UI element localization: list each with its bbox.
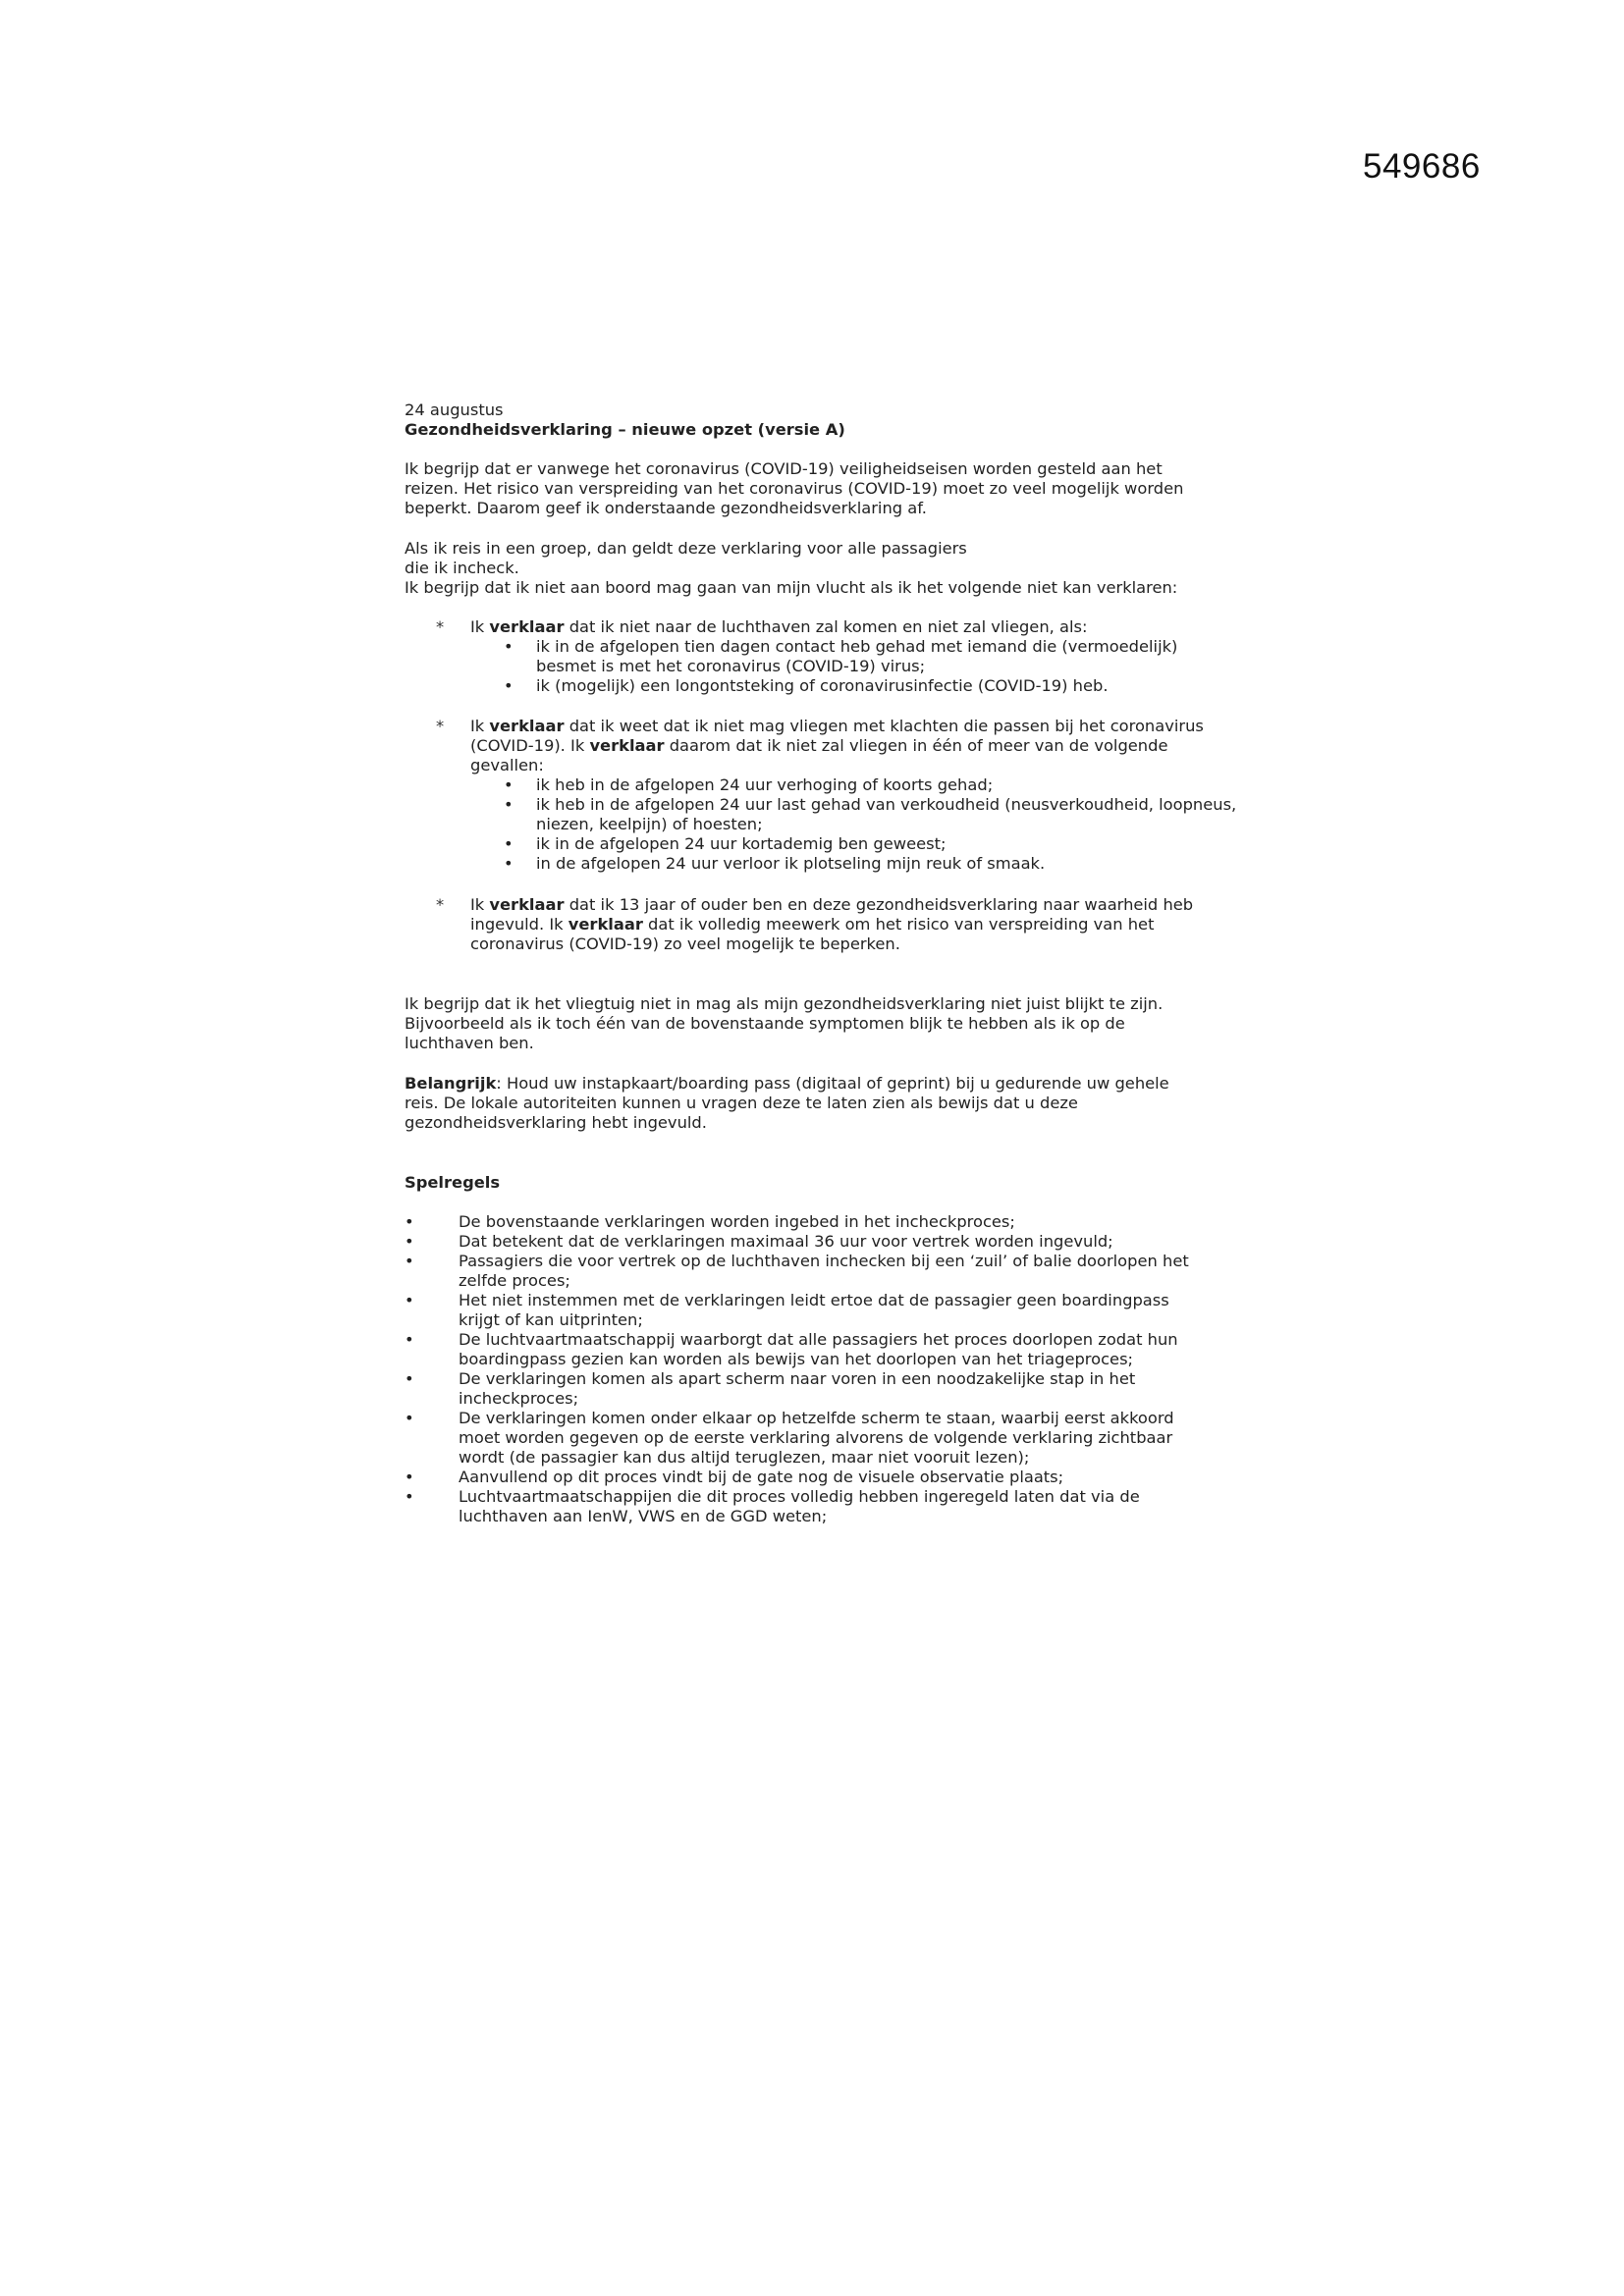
- rules-heading: Spelregels: [405, 1173, 501, 1192]
- asterisk-marker: *: [436, 617, 445, 636]
- rule-line: Aanvullend op dit proces vindt bij de gate nog de visuele observatie plaats;: [459, 1468, 1064, 1486]
- rule-line: boardingpass gezien kan worden als bewijs van het doorlopen van het triageproces;: [459, 1350, 1134, 1368]
- sub-list-item: • ik in de afgelopen 24 uur kortademig ben geweest;: [504, 834, 947, 853]
- bullet-marker: •: [504, 637, 514, 656]
- sub-list-item: • ik heb in de afgelopen 24 uur verhoging of koorts gehad;: [504, 775, 994, 794]
- bullet-marker: •: [405, 1330, 414, 1349]
- group-paragraph: [405, 539, 1239, 598]
- rule-line: krijgt of kan uitprinten;: [459, 1310, 643, 1329]
- bullet-marker: •: [504, 834, 514, 853]
- rule-line: incheckproces;: [459, 1389, 579, 1408]
- rule-line: moet worden gegeven op de eerste verklaring alvorens de volgende verklaring zichtbaar: [459, 1428, 1173, 1447]
- bullet-marker: •: [405, 1369, 414, 1388]
- important-line: Belangrijk: Houd uw instapkaart/boarding pass (digitaal of geprint) bij u gedurende uw gehele: [405, 1074, 1169, 1093]
- document-date: 24 augustus: [405, 400, 504, 419]
- declaration-item: [405, 717, 1239, 874]
- consequence-paragraph: [405, 994, 1239, 1053]
- rule-item: [405, 1487, 1239, 1526]
- bullet-marker: •: [504, 795, 514, 814]
- sub-list-item: • ik (mogelijk) een longontsteking of coronavirusinfectie (COVID-19) heb.: [504, 676, 1109, 695]
- group-line: die ik incheck.: [405, 559, 519, 577]
- bullet-marker: •: [405, 1409, 414, 1427]
- bullet-marker: •: [504, 854, 514, 873]
- document-title: Gezondheidsverklaring – nieuwe opzet (versie A): [405, 420, 845, 439]
- important-label: Belangrijk: [405, 1074, 497, 1093]
- rule-line: Dat betekent dat de verklaringen maximaal 36 uur voor vertrek worden ingevuld;: [459, 1232, 1113, 1251]
- document-number: 549686: [1363, 147, 1481, 186]
- rules-list: [405, 1212, 1239, 1526]
- sub-list-item: • ik in de afgelopen tien dagen contact heb gehad met iemand die (vermoedelijk) besmet is met het coronavirus (COVID-19) virus;: [504, 637, 1178, 675]
- bullet-marker: •: [405, 1291, 414, 1309]
- rule-line: Luchtvaartmaatschappijen die dit proces volledig hebben ingeregeld laten dat via de: [459, 1487, 1140, 1506]
- declaration-text: Ik verklaar dat ik weet dat ik niet mag vliegen met klachten die passen bij het coronavirus (COVID-19). Ik verklaar daarom dat ik niet zal vliegen in één of meer van de volgende gevallen:: [470, 717, 1204, 774]
- rule-line: luchthaven aan IenW, VWS en de GGD weten;: [459, 1507, 828, 1525]
- bullet-marker: •: [504, 775, 514, 794]
- intro-line: reizen. Het risico van verspreiding van het coronavirus (COVID-19) moet zo veel mogelijk worden: [405, 479, 1184, 498]
- declaration-item: [405, 895, 1239, 954]
- consequence-line: luchthaven ben.: [405, 1034, 534, 1052]
- rule-line: De verklaringen komen als apart scherm naar voren in een noodzakelijke stap in het: [459, 1369, 1136, 1388]
- bullet-marker: •: [405, 1212, 414, 1231]
- rule-item: [405, 1252, 1239, 1291]
- rule-item: [405, 1369, 1239, 1409]
- declaration-sub-list: [470, 637, 1239, 696]
- important-paragraph: [405, 1074, 1239, 1133]
- rule-line: De verklaringen komen onder elkaar op hetzelfde scherm te staan, waarbij eerst akkoord: [459, 1409, 1174, 1427]
- important-line: reis. De lokale autoriteiten kunnen u vragen deze te laten zien als bewijs dat u deze: [405, 1094, 1078, 1112]
- group-line: Als ik reis in een groep, dan geldt deze verklaring voor alle passagiers: [405, 539, 967, 558]
- asterisk-marker: *: [436, 717, 445, 735]
- document-body: [405, 400, 1239, 1526]
- group-line: Ik begrijp dat ik niet aan boord mag gaan van mijn vlucht als ik het volgende niet kan verklaren:: [405, 578, 1178, 597]
- intro-line: beperkt. Daarom geef ik onderstaande gezondheidsverklaring af.: [405, 499, 927, 517]
- rule-item: [405, 1330, 1239, 1369]
- rule-item: [405, 1212, 1239, 1232]
- rule-line: zelfde proces;: [459, 1271, 570, 1290]
- important-line: gezondheidsverklaring hebt ingevuld.: [405, 1113, 707, 1132]
- declaration-item: [405, 617, 1239, 696]
- rule-line: wordt (de passagier kan dus altijd teruglezen, maar niet vooruit lezen);: [459, 1448, 1030, 1467]
- sub-list-item: • ik heb in de afgelopen 24 uur last gehad van verkoudheid (neusverkoudheid, loopneus, niezen, keelpijn) of hoesten;: [504, 795, 1237, 833]
- bullet-marker: •: [504, 676, 514, 695]
- rule-line: Het niet instemmen met de verklaringen leidt ertoe dat de passagier geen boardingpass: [459, 1291, 1169, 1309]
- declaration-list: [405, 617, 1239, 954]
- rule-line: De luchtvaartmaatschappij waarborgt dat alle passagiers het proces doorlopen zodat hun: [459, 1330, 1178, 1349]
- declaration-text: Ik verklaar dat ik niet naar de luchthaven zal komen en niet zal vliegen, als:: [470, 617, 1088, 636]
- declaration-text: Ik verklaar dat ik 13 jaar of ouder ben en deze gezondheidsverklaring naar waarheid heb ingevuld. Ik verklaar dat ik volledig meewerk om het risico van verspreiding van het coronavirus (COVID-19) zo veel mogelijk te beperken.: [470, 895, 1194, 953]
- rule-line: De bovenstaande verklaringen worden ingebed in het incheckproces;: [459, 1212, 1015, 1231]
- rule-item: [405, 1291, 1239, 1330]
- declaration-sub-list: [470, 775, 1239, 874]
- intro-line: Ik begrijp dat er vanwege het coronavirus (COVID-19) veiligheidseisen worden gesteld aan het: [405, 459, 1163, 478]
- rule-line: Passagiers die voor vertrek op de luchthaven inchecken bij een ‘zuil’ of balie doorlopen het: [459, 1252, 1189, 1270]
- rule-item: [405, 1468, 1239, 1487]
- asterisk-marker: *: [436, 895, 445, 914]
- bullet-marker: •: [405, 1487, 414, 1506]
- consequence-line: Bijvoorbeeld als ik toch één van de bovenstaande symptomen blijk te hebben als ik op de: [405, 1014, 1125, 1033]
- intro-paragraph: [405, 459, 1239, 518]
- bullet-marker: •: [405, 1468, 414, 1486]
- rule-item: [405, 1232, 1239, 1252]
- sub-list-item: • in de afgelopen 24 uur verloor ik plotseling mijn reuk of smaak.: [504, 854, 1046, 873]
- bullet-marker: •: [405, 1232, 414, 1251]
- rule-item: [405, 1409, 1239, 1468]
- bullet-marker: •: [405, 1252, 414, 1270]
- consequence-line: Ik begrijp dat ik het vliegtuig niet in mag als mijn gezondheidsverklaring niet juist blijkt te zijn.: [405, 994, 1164, 1013]
